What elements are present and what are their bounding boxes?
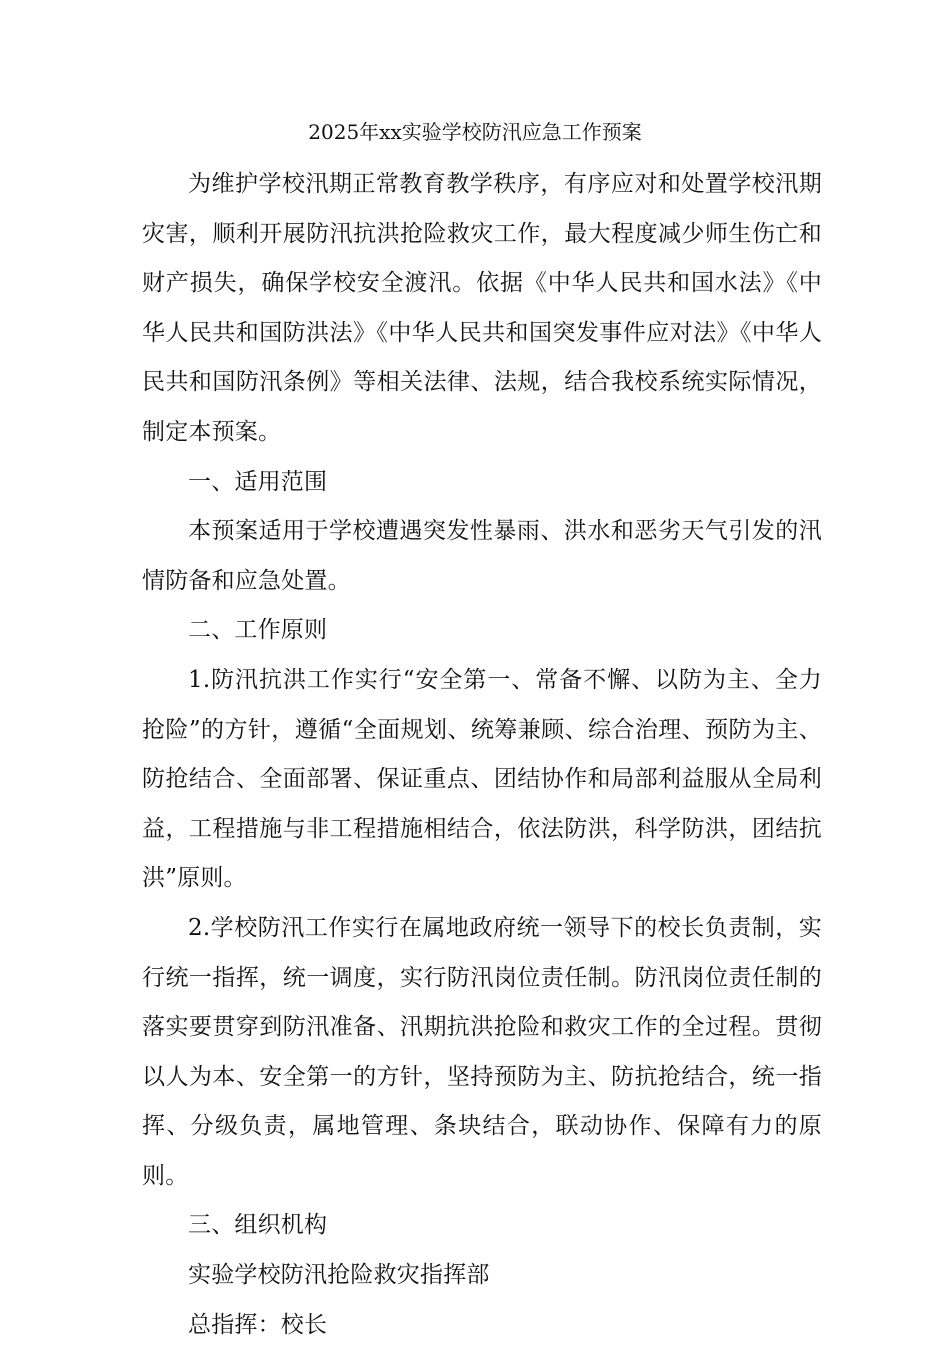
section-heading-principles: 二、工作原则 — [188, 617, 328, 644]
document-body — [142, 160, 822, 1350]
principle-item-2: 2.学校防汛工作实行在属地政府统一领导下的校长负责制，实行统一指挥，统一调度，实行防汛岗位责任制。防汛岗位责任制的落实要贯穿到防汛准备、汛期抗洪抢险和救灾工作的全过程。贯彻以人为本、安全第一的方针，坚持预防为主、防抗抢结合，统一指挥、分级负责，属地管理、条块结合，联动协作、保障有力的原则。 — [142, 914, 822, 1189]
principle-item-1: 1.防汛抗洪工作实行“安全第一、常备不懈、以防为主、全力抢险”的方针，遵循“全面规划、统筹兼顾、综合治理、预防为主、防抢结合、全面部署、保证重点、团结协作和局部利益服从全局利益，工程措施与非工程措施相结合，依法防洪，科学防洪，团结抗洪”原则。 — [142, 666, 822, 892]
scope-paragraph: 本预案适用于学校遭遇突发性暴雨、洪水和恶劣天气引发的汛情防备和应急处置。 — [142, 518, 822, 594]
intro-paragraph: 为维护学校汛期正常教育教学秩序，有序应对和处置学校汛期灾害，顺利开展防汛抗洪抢险救灾工作，最大程度减少师生伤亡和财产损失，确保学校安全渡汛。依据《中华人民共和国水法》《中华人民共和国防洪法》《中华人民共和国突发事件应对法》《中华人民共和国防汛条例》等相关法律、法规，结合我校系统实际情况，制定本预案。 — [142, 171, 822, 445]
commander-line: 总指挥：校长 — [188, 1311, 328, 1338]
document-title: 2025年xx实验学校防汛应急工作预案 — [308, 120, 642, 144]
section-heading-scope: 一、适用范围 — [188, 468, 328, 495]
section-heading-organization: 三、组织机构 — [188, 1212, 328, 1239]
organization-name: 实验学校防汛抢险救灾指挥部 — [188, 1262, 490, 1289]
